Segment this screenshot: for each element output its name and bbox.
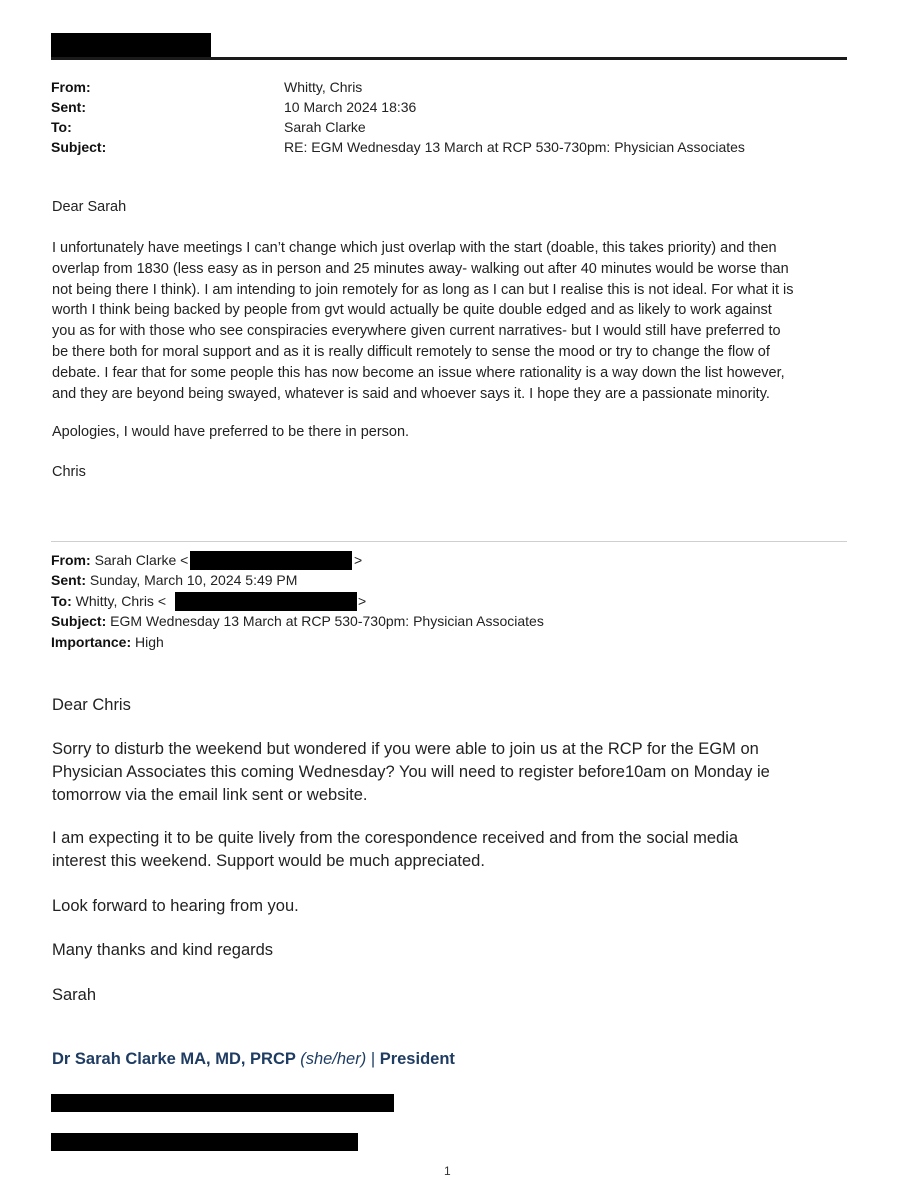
original-to-label: To: — [51, 593, 72, 609]
from-value: Whitty, Chris — [284, 79, 363, 95]
reply-line: worth I think being backed by people from gvt would actually be quite double edged and as likely to work against — [52, 302, 772, 319]
reply-signoff: Chris — [52, 464, 86, 480]
reply-line: be there both for moral support and as it is really difficult remotely to sense the mood or try to change the flow of — [52, 343, 770, 360]
redaction-signature-line-1 — [51, 1094, 394, 1112]
from-label: From: — [51, 79, 91, 95]
original-sent-label: Sent: — [51, 572, 86, 588]
sent-label: Sent: — [51, 99, 86, 115]
original-paragraph-2 — [52, 827, 738, 873]
header-rule — [51, 57, 847, 60]
original-to-row — [51, 593, 166, 609]
original-paragraph-1 — [52, 738, 770, 807]
original-line: tomorrow via the email link sent or website. — [52, 786, 368, 804]
original-paragraph-3: Look forward to hearing from you. — [52, 897, 299, 915]
original-signoff: Sarah — [52, 986, 97, 1004]
original-to-close: > — [358, 593, 367, 609]
subject-value: RE: EGM Wednesday 13 March at RCP 530-730pm: Physician Associates — [284, 139, 745, 155]
reply-paragraph — [52, 238, 852, 404]
reply-line: overlap from 1830 (less easy as in person and 25 minutes away- walking out after 40 minutes would be worse than — [52, 260, 789, 277]
original-sent-row — [51, 572, 297, 588]
original-from-name: Sarah Clarke < — [94, 552, 189, 568]
original-subject-label: Subject: — [51, 613, 107, 629]
reply-line: debate. I fear that for some people this has now become an issue where rationality is a way down the list however, — [52, 364, 785, 381]
redaction-header — [51, 33, 211, 59]
original-importance-row — [51, 634, 164, 650]
page-number: 1 — [444, 1164, 451, 1178]
signature — [52, 1050, 455, 1069]
original-importance-value: High — [135, 634, 164, 650]
signature-pronouns: (she/her) — [300, 1050, 367, 1068]
redaction-to-email — [175, 592, 357, 611]
original-importance-label: Importance: — [51, 634, 132, 650]
to-value: Sarah Clarke — [284, 119, 366, 135]
signature-name: Dr Sarah Clarke MA, MD, PRCP — [52, 1050, 296, 1068]
sent-value: 10 March 2024 18:36 — [284, 99, 417, 115]
message-divider — [51, 541, 847, 542]
reply-line: not being there I think). I am intending to join remotely for as long as I can but I realise this is not ideal. For what it is — [52, 281, 794, 298]
reply-line: you as for with those who see conspiracies everywhere given current narratives- but I would still have preferred to — [52, 323, 781, 340]
reply-greeting: Dear Sarah — [52, 199, 127, 215]
redaction-from-email — [190, 551, 352, 570]
reply-line: and they are beyond being swayed, whatever is said and whoever says it. I hope they are a passionate minority. — [52, 385, 770, 402]
original-sent-value: Sunday, March 10, 2024 5:49 PM — [89, 572, 298, 588]
original-from-label: From: — [51, 552, 91, 568]
original-subject-value: EGM Wednesday 13 March at RCP 530-730pm: Physician Associates — [110, 613, 544, 629]
reply-apology: Apologies, I would have preferred to be there in person. — [52, 424, 410, 440]
original-line: interest this weekend. Support would be much appreciated. — [52, 852, 485, 870]
original-line: Sorry to disturb the weekend but wondered if you were able to join us at the RCP for the EGM on — [52, 740, 759, 758]
reply-line: I unfortunately have meetings I can’t change which just overlap with the start (doable, this takes priority) and then — [52, 240, 777, 256]
original-closing: Many thanks and kind regards — [52, 941, 274, 959]
signature-separator: | — [366, 1050, 380, 1068]
original-from-close: > — [354, 552, 363, 568]
redaction-signature-line-2 — [51, 1133, 358, 1151]
signature-role: President — [379, 1050, 455, 1068]
original-to-name: Whitty, Chris < — [75, 593, 166, 609]
to-label: To: — [51, 119, 72, 135]
original-greeting: Dear Chris — [52, 696, 131, 714]
original-line: I am expecting it to be quite lively from the corespondence received and from the social media — [52, 829, 739, 847]
subject-label: Subject: — [51, 139, 107, 155]
original-from-row — [51, 552, 188, 568]
original-line: Physician Associates this coming Wednesday? You will need to register before10am on Monday ie — [52, 763, 770, 781]
original-subject-row — [51, 613, 544, 629]
